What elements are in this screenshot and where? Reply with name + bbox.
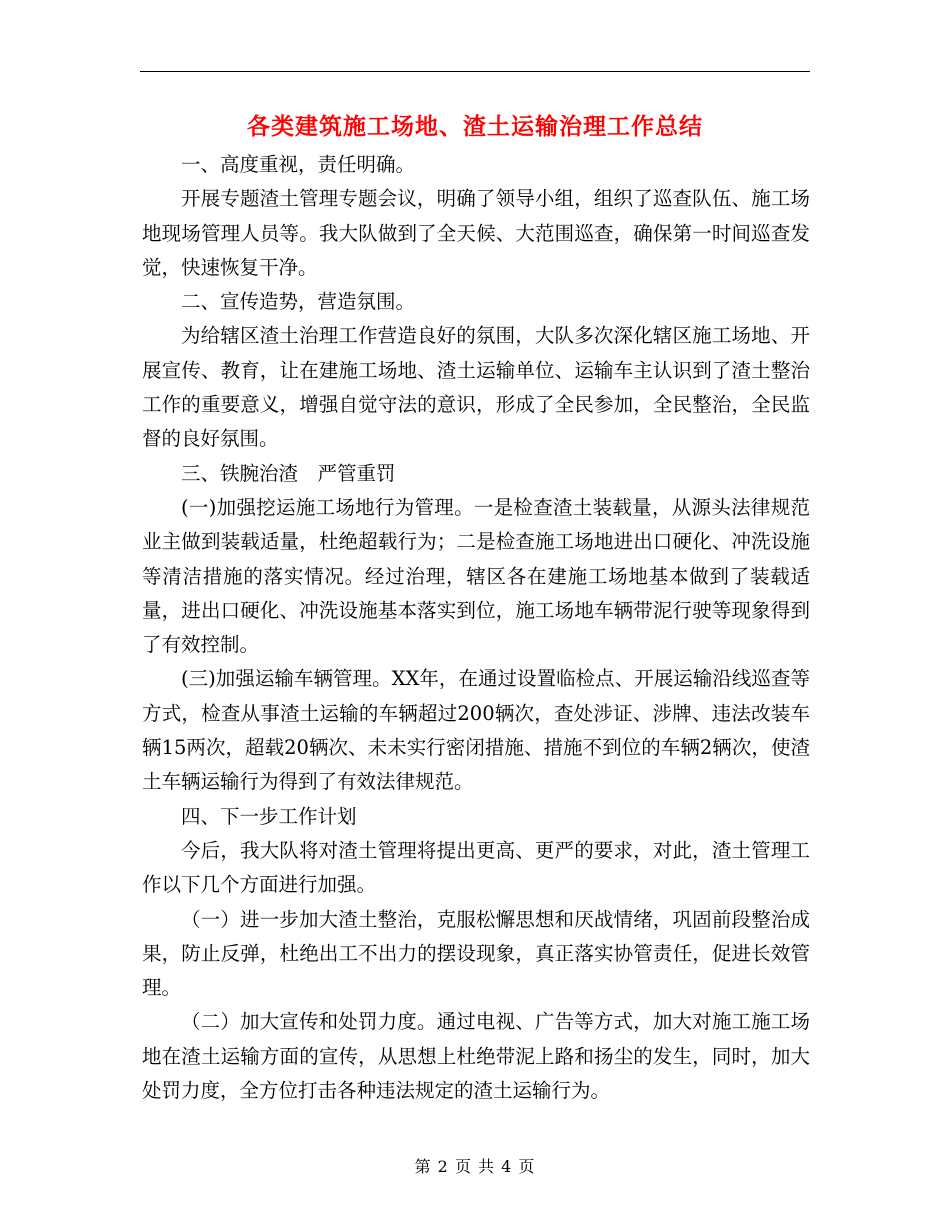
paragraph: 今后，我大队将对渣土管理将提出更高、更严的要求，对此，渣土管理工作以下几个方面进行加强。 bbox=[142, 838, 810, 897]
paragraph: (一)加强挖运施工场地行为管理。一是检查渣土装载量，从源头法律规范业主做到装载适量，杜绝超载行为；二是检查施工场地进出口硬化、冲洗设施等清洁措施的落实情况。经过治理，辖区各在建施工场地基本做到了装载适量，进出口硬化、冲洗设施基本落实到位，施工场地车辆带泥行驶等现象得到了有效控制。 bbox=[142, 495, 810, 657]
heading-1: 一、高度重视，责任明确。 bbox=[181, 153, 416, 176]
paragraph: 开展专题渣土管理专题会议，明确了领导小组，组织了巡查队伍、施工场地现场管理人员等。我大队做到了全天候、大范围巡查，确保第一时间巡查发觉，快速恢复干净。 bbox=[142, 187, 810, 279]
heading-2: 二、宣传造势，营造氛围。 bbox=[181, 290, 416, 314]
paragraph: （二）加大宣传和处罚力度。通过电视、广告等方式，加大对施工施工场地在渣土运输方面的宣传，从思想上杜绝带泥上路和扬尘的发生，同时，加大处罚力度，全方位打击各种违法规定的渣土运输行为。 bbox=[142, 1010, 810, 1103]
paragraph: (三)加强运输车辆管理。XX年，在通过设置临检点、开展运输沿线巡查等方式，检查从事渣土运输的车辆超过200辆次，查处涉证、涉牌、违法改装车辆15两次，超载20辆次、未未实行密闭措施、措施不到位的车辆2辆次，使渣土车辆运输行为得到了有效法律规范。 bbox=[142, 667, 810, 794]
paragraph: （一）进一步加大渣土整治，克服松懈思想和厌战情绪，巩固前段整治成果，防止反弹，杜绝出工不出力的摆设现象，真正落实协管责任，促进长效管理。 bbox=[142, 907, 810, 1000]
page-number: 第 2 页 共 4 页 bbox=[414, 1157, 536, 1176]
heading-4: 四、下一步工作计划 bbox=[181, 804, 357, 828]
document-title: 各类建筑施工场地、渣土运输治理工作总结 bbox=[247, 113, 703, 140]
document-body bbox=[142, 148, 810, 1108]
heading-3: 三、铁腕治渣 严管重罚 bbox=[181, 461, 396, 485]
paragraph: 为给辖区渣土治理工作营造良好的氛围，大队多次深化辖区施工场地、开展宣传、教育，让在建施工场地、渣土运输单位、运输车主认识到了渣土整治工作的重要意义，增强自觉守法的意识，形成了全民参加，全民整治，全民监督的良好氛围。 bbox=[142, 324, 810, 451]
header-rule bbox=[140, 71, 810, 72]
